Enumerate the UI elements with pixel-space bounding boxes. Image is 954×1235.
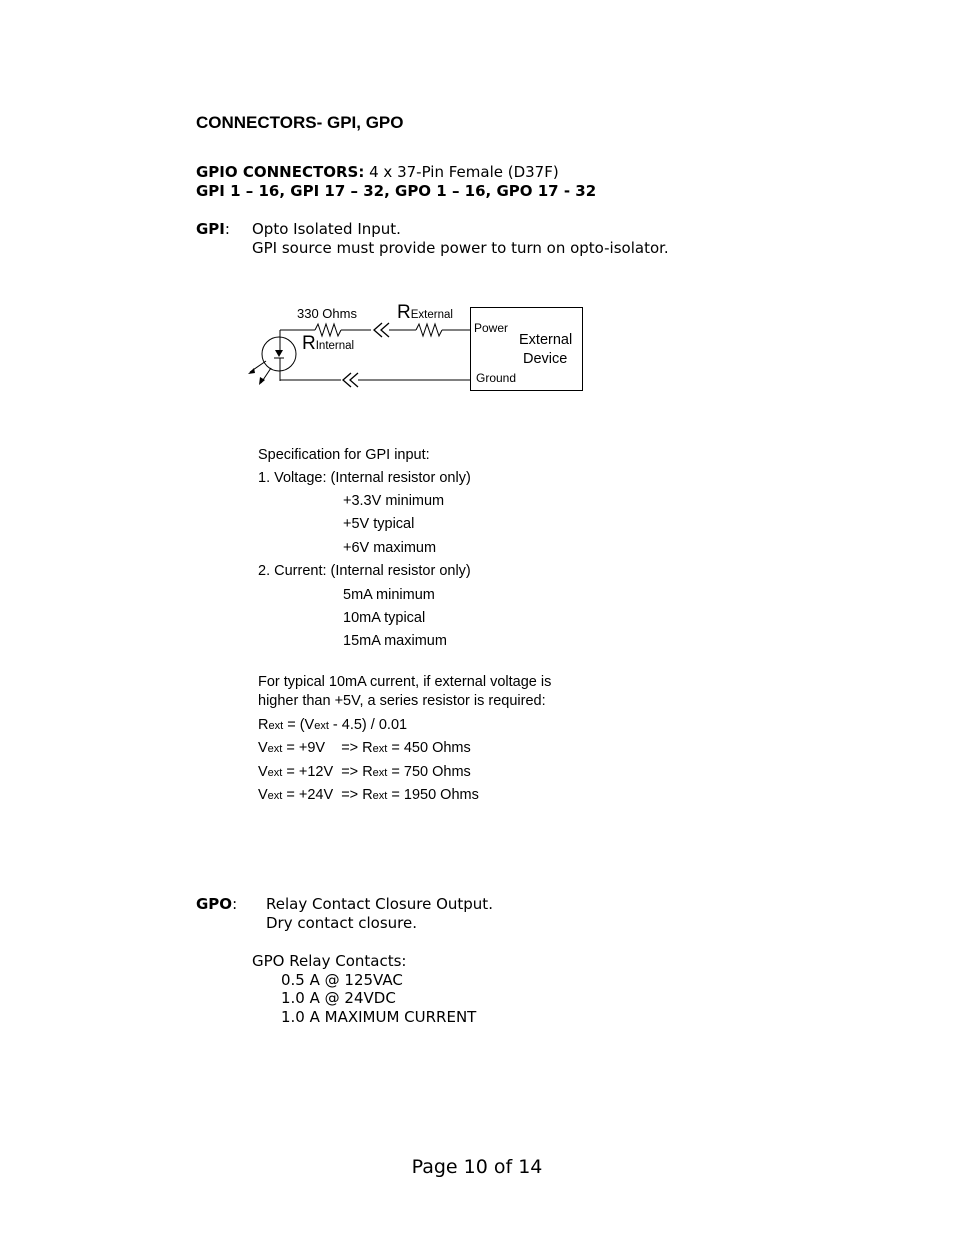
gpo-contact-2: 1.0 A @ 24VDC (281, 989, 396, 1007)
internal-resistor (315, 324, 341, 336)
r-internal-value: 330 Ohms (297, 306, 357, 321)
spec-current-min: 5mA minimum (343, 587, 435, 603)
spec-voltage-label: 1. Voltage: (Internal resistor only) (258, 470, 471, 486)
gpi-circuit-diagram (240, 297, 590, 397)
spec-title: Specification for GPI input: (258, 447, 430, 463)
gpio-connectors-line (196, 163, 559, 182)
gpi-line-2: GPI source must provide power to turn on opto-isolator. (252, 239, 669, 257)
ground-label: Ground (476, 371, 517, 385)
spec-voltage-max: +6V maximum (343, 540, 437, 556)
gpo-label-wrap (196, 895, 237, 914)
device-label-1: External (519, 332, 573, 348)
gpo-line-2: Dry contact closure. (266, 914, 418, 932)
r-internal-label: RInternal (302, 333, 355, 354)
spec-voltage-typ: +5V typical (343, 516, 415, 532)
gpi-line-1: Opto Isolated Input. (252, 220, 401, 238)
gpi-label-wrap (196, 220, 230, 239)
spec-current-typ: 10mA typical (343, 610, 426, 626)
gpi-label: GPI (196, 220, 225, 238)
page-number: Page 10 of 14 (411, 1156, 543, 1178)
gpo-label: GPO (196, 895, 233, 913)
calc-formula: Rext = (Vext - 4.5) / 0.01 (258, 717, 408, 733)
spec-voltage-min: +3.3V minimum (343, 493, 445, 509)
gpio-value: 4 x 37-Pin Female (D37F) (369, 163, 559, 181)
gpio-ranges: GPI 1 – 16, GPI 17 – 32, GPO 1 – 16, GPO 17 - 32 (196, 182, 597, 200)
gpo-colon: : (232, 895, 238, 913)
power-label: Power (474, 321, 509, 335)
gpo-contact-3: 1.0 A MAXIMUM CURRENT (281, 1008, 477, 1026)
gpo-contacts-title: GPO Relay Contacts: (252, 952, 407, 970)
gpio-label: GPIO CONNECTORS: (196, 163, 365, 181)
calc-example-9v: Vext = +9V => Rext = 450 Ohms (258, 740, 471, 756)
calc-example-24v: Vext = +24V => Rext = 1950 Ohms (258, 787, 479, 803)
external-resistor (416, 324, 442, 336)
gpo-contact-1: 0.5 A @ 125VAC (281, 971, 403, 989)
calc-line-1: For typical 10mA current, if external voltage is (258, 674, 552, 690)
calc-line-2: higher than +5V, a series resistor is required: (258, 693, 546, 709)
spec-current-label: 2. Current: (Internal resistor only) (258, 563, 471, 579)
gpi-colon: : (224, 220, 230, 238)
calc-example-12v: Vext = +12V => Rext = 750 Ohms (258, 764, 471, 780)
r-external-label: RExternal (397, 302, 453, 323)
device-label-2: Device (523, 351, 568, 367)
spec-current-max: 15mA maximum (343, 633, 447, 649)
gpo-line-1: Relay Contact Closure Output. (266, 895, 493, 913)
section-heading: CONNECTORS- GPI, GPO (196, 113, 404, 132)
